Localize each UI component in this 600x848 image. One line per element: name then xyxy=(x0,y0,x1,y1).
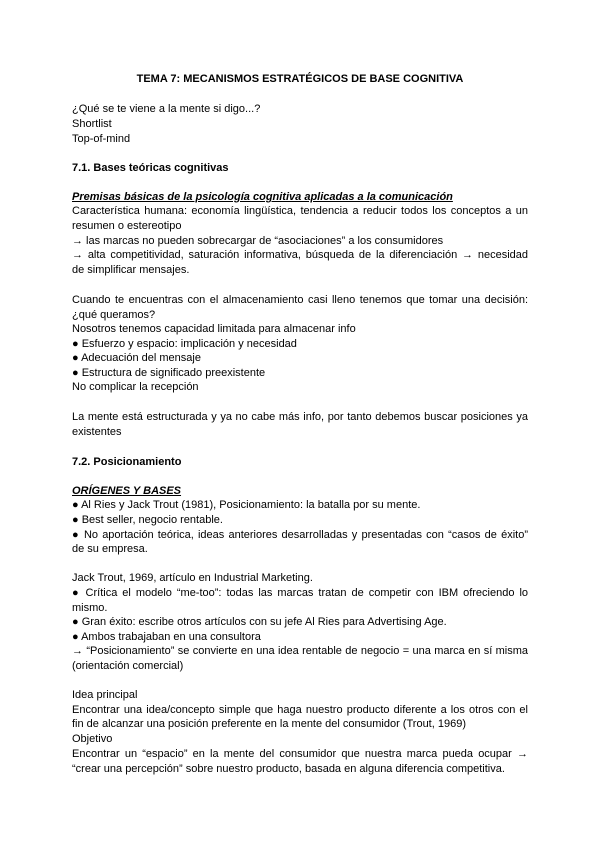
paragraph-line: Nosotros tenemos capacidad limitada para almacenar info xyxy=(72,323,356,335)
paragraph-line: ¿qué queramos? xyxy=(72,309,156,321)
paragraph-line: de simplificar mensajes. xyxy=(72,264,190,276)
paragraph-line: resumen o estereotipo xyxy=(72,220,182,232)
paragraph-line: Cuando te encuentras con el almacenamiento casi lleno tenemos que tomar una decisión: xyxy=(72,294,528,306)
section-heading-7-2: 7.2. Posicionamiento xyxy=(72,456,182,468)
list-item: ● Estructura de significado preexistente xyxy=(72,367,266,379)
list-item-continuation: de su empresa. xyxy=(72,543,148,555)
paragraph-line: “crear una percepción” sobre nuestro producto, basada en alguna diferencia competitiva. xyxy=(72,763,505,775)
paragraph-line: Jack Trout, 1969, artículo en Industrial Marketing. xyxy=(72,572,313,584)
list-item: ● Al Ries y Jack Trout (1981), Posicionamiento: la batalla por su mente. xyxy=(72,499,421,511)
list-item-continuation: mismo. xyxy=(72,602,108,614)
list-item: ● Gran éxito: escribe otros artículos con su jefe Al Ries para Advertising Age. xyxy=(72,616,447,628)
list-item: ● Ambos trabajaban en una consultora xyxy=(72,631,261,643)
list-item: ● No aportación teórica, ideas anteriores desarrolladas y presentadas con “casos de éxito” xyxy=(72,529,528,541)
subheading-origenes: ORÍGENES Y BASES xyxy=(72,485,182,497)
paragraph-line: existentes xyxy=(72,426,122,438)
paragraph-line: → las marcas no pueden sobrecargar de “asociaciones” a los consumidores xyxy=(72,235,444,247)
objective-label: Objetivo xyxy=(72,733,113,745)
list-item: ● Adecuación del mensaje xyxy=(72,352,201,364)
paragraph-line: Característica humana: economía lingüística, tendencia a reducir todos los conceptos a un xyxy=(72,205,528,217)
intro-shortlist: Shortlist xyxy=(72,118,112,130)
idea-label: Idea principal xyxy=(72,689,138,701)
list-item: ● Best seller, negocio rentable. xyxy=(72,514,223,526)
subheading-premisas: Premisas básicas de la psicología cognitiva aplicadas a la comunicación xyxy=(72,191,453,203)
paragraph-line: Encontrar una idea/concepto simple que haga nuestro producto diferente a los otros con el xyxy=(72,704,528,716)
document-title: TEMA 7: MECANISMOS ESTRATÉGICOS DE BASE COGNITIVA xyxy=(136,73,464,85)
paragraph-line: No complicar la recepción xyxy=(72,381,199,393)
paragraph-line: Encontrar un “espacio” en la mente del consumidor que nuestra marca pueda ocupar → xyxy=(72,748,528,760)
paragraph-line: fin de alcanzar una posición preferente en la mente del consumidor (Trout, 1969) xyxy=(72,718,466,730)
paragraph-line: (orientación comercial) xyxy=(72,660,184,672)
list-item: ● Esfuerzo y espacio: implicación y necesidad xyxy=(72,338,297,350)
intro-question: ¿Qué se te viene a la mente si digo...? xyxy=(72,103,261,115)
intro-top-of-mind: Top-of-mind xyxy=(72,133,131,145)
list-item: ● Crítica el modelo “me-too”: todas las marcas tratan de competir con IBM ofreciendo lo xyxy=(72,587,528,599)
paragraph-line: → alta competitividad, saturación informativa, búsqueda de la diferenciación → necesidad xyxy=(72,249,528,261)
paragraph-line: La mente está estructurada y ya no cabe más info, por tanto debemos buscar posiciones ya xyxy=(72,411,528,423)
paragraph-line: → “Posicionamiento” se convierte en una idea rentable de negocio = una marca en sí misma xyxy=(72,645,528,657)
section-heading-7-1: 7.1. Bases teóricas cognitivas xyxy=(72,162,229,174)
